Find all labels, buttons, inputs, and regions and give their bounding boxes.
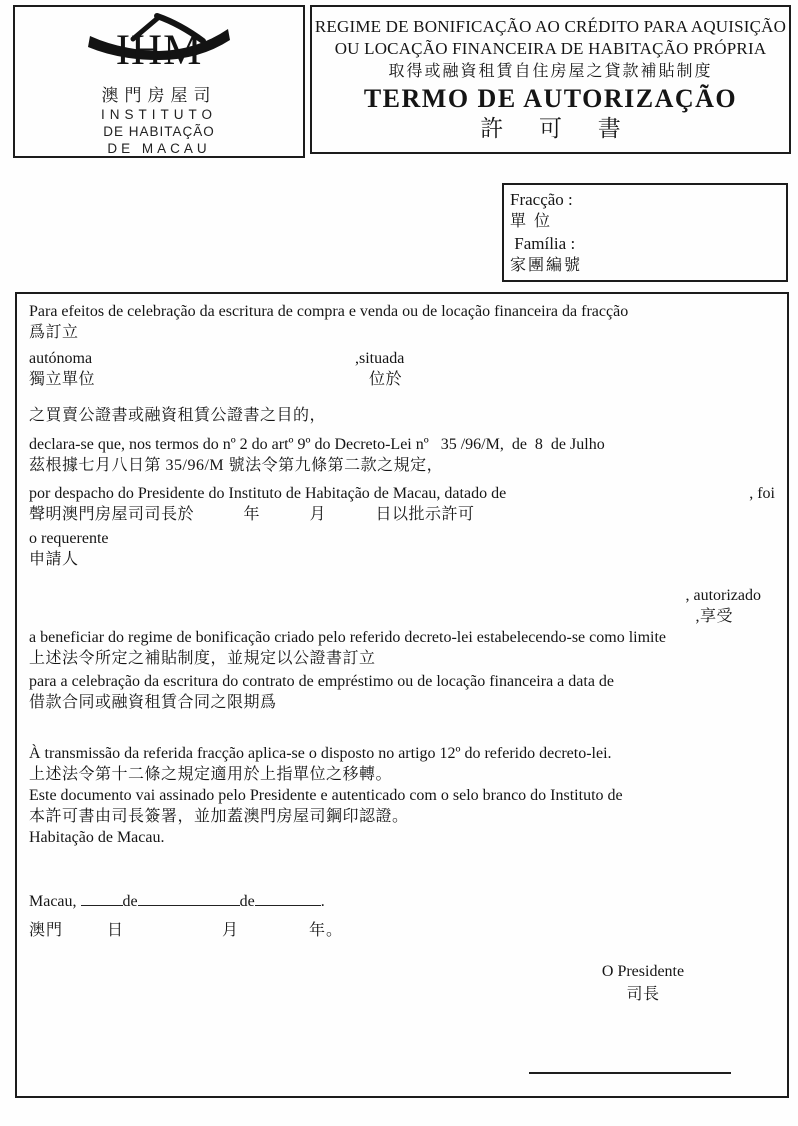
signature-line — [529, 1072, 731, 1074]
despacho-pt-foi: , foi — [749, 485, 775, 502]
date-zh-city: 澳門 — [29, 922, 64, 939]
paragraph-fraction-location — [29, 348, 775, 390]
autonoma-zh: 獨立單位 — [29, 371, 96, 388]
date-month-blank — [138, 890, 240, 906]
paragraph-beneficiar — [29, 627, 775, 669]
ihm-logo-mark — [84, 9, 234, 79]
beneficiar-zh: 上述法令所定之補貼制度，並規定以公證書訂立 — [29, 650, 376, 667]
regime-title-zh: 取得或融資租賃自住房屋之貸款補貼制度 — [388, 63, 713, 80]
deed-purpose-zh: 之買賣公證書或融資租賃公證書之目的， — [29, 407, 327, 424]
selo-pt2: Habitação de Macau. — [29, 829, 165, 846]
autorizado-pt: , autorizado — [685, 587, 761, 604]
presidente-zh: 司長 — [626, 986, 660, 1003]
requerente-zh: 申請人 — [29, 551, 79, 568]
date-line-zh — [29, 917, 769, 940]
autonoma-pt: autónoma — [29, 350, 93, 367]
date-de1: de — [122, 893, 138, 910]
date-block — [29, 890, 769, 940]
regime-title-line2: OU LOCAÇÃO FINANCEIRA DE HABITAÇÃO PRÓPRIA — [334, 39, 767, 58]
selo-pt: Este documento vai assinado pelo Presidente e autenticado com o selo branco do Instituto de — [29, 787, 623, 804]
familia-label: Família : — [510, 234, 576, 253]
familia-label-zh: 家團編號 — [510, 257, 583, 274]
declaration-pt: declara-se que, nos termos do nº 2 do artº 9º do Decreto-Lei nº 35 /96/M, de 8 de Julho — [29, 436, 605, 453]
document-title-pt: TERMO DE AUTORIZAÇÃO — [363, 84, 738, 113]
paragraph-autorizado — [29, 585, 775, 627]
ihm-name-line2: DE HABITAÇÃO — [103, 123, 215, 139]
prazo-zh: 借款合同或融資租賃合同之限期爲 — [29, 694, 277, 711]
autorizado-zh: ,享受 — [695, 608, 733, 625]
purpose-pt: Para efeitos de celebração da escritura de compra e venda ou de locação financeira da fracção — [29, 303, 629, 320]
prazo-pt: para a celebração da escritura do contrato de empréstimo ou de locação financeira a data de — [29, 673, 615, 690]
date-period: . — [320, 893, 325, 910]
paragraph-requerente — [29, 528, 775, 570]
document-title-zh: 許 可 書 — [480, 116, 636, 141]
fraccao-label-zh: 單 位 — [510, 213, 553, 230]
despacho-zh: 聲明澳門房屋司司長於 年 月 日以批示許可 — [29, 506, 475, 523]
transmissao-pt: À transmissão da referida fracção aplica-se o disposto no artigo 12º do referido decreto-lei. — [29, 745, 612, 762]
signature-title-block — [545, 960, 741, 1006]
paragraph-purpose — [29, 301, 775, 343]
beneficiar-pt: a beneficiar do regime de bonificação criado pelo referido decreto-lei estabelecendo-se como limite — [29, 629, 667, 646]
situada-pt: ,situada — [355, 350, 405, 367]
ihm-name-line1: INSTITUTO — [100, 106, 217, 122]
date-year-blank — [255, 890, 321, 906]
paragraph-deed-purpose — [29, 405, 775, 426]
selo-zh: 本許可書由司長簽署，並加蓋澳門房屋司鋼印認證。 — [29, 808, 409, 825]
regime-title-line1: REGIME DE BONIFICAÇÃO AO CRÉDITO PARA AQUISIÇÃO — [314, 17, 787, 36]
date-zh-month: 月 — [222, 922, 240, 939]
presidente-pt: O Presidente — [601, 963, 685, 980]
ihm-acronym: IHM — [115, 26, 203, 74]
declaration-zh: 茲根據七月八日第 35/96/M 號法令第九條第二款之規定， — [29, 457, 444, 474]
transmissao-zh: 上述法令第十二條之規定適用於上指單位之移轉。 — [29, 766, 393, 783]
ihm-logo — [59, 9, 259, 157]
date-de2: de — [239, 893, 255, 910]
ihm-name-line3: DE MACAU — [107, 140, 211, 156]
ihm-logo-box — [13, 5, 305, 158]
date-zh-year: 年。 — [309, 922, 344, 939]
date-day-blank — [81, 890, 123, 906]
date-zh-day: 日 — [107, 922, 125, 939]
despacho-pt: por despacho do Presidente do Instituto de Habitação de Macau, datado de — [29, 485, 507, 502]
paragraph-assinatura-selo — [29, 785, 775, 848]
paragraph-declaration — [29, 434, 775, 476]
situada-zh: 位於 — [369, 371, 403, 388]
requerente-pt: o requerente — [29, 530, 109, 547]
purpose-zh: 爲訂立 — [29, 324, 79, 341]
date-line-pt — [29, 890, 769, 913]
fraccao-label: Fracção : — [510, 190, 573, 209]
ihm-chinese-name: 澳門房屋司 — [101, 85, 217, 105]
paragraph-transmissao — [29, 743, 775, 785]
paragraph-despacho — [29, 483, 775, 525]
document-title-box — [310, 5, 791, 154]
document-body — [15, 292, 789, 1098]
date-city: Macau, — [29, 893, 77, 910]
unit-info-box — [502, 183, 788, 282]
paragraph-prazo — [29, 671, 775, 713]
